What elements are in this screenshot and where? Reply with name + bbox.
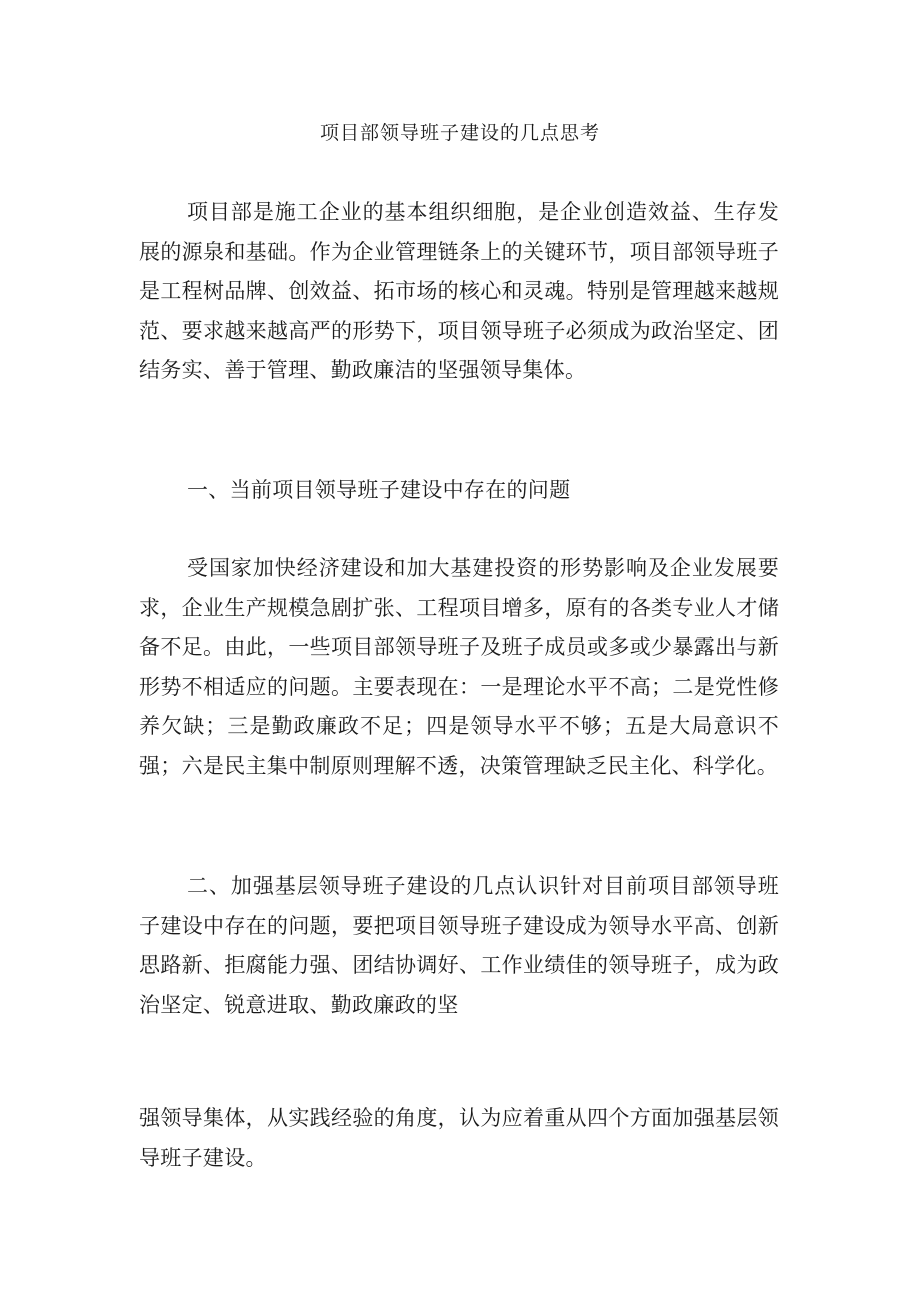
section-1-paragraph: 受国家加快经济建设和加大基建投资的形势影响及企业发展要求，企业生产规模急剧扩张、工程项目增多，原有的各类专业人才储备不足。由此，一些项目部领导班子及班子成员或多或少暴露出与新形势不相适应的问题。主要表现在：一是理论水平不高；二是党性修养欠缺；三是勤政廉政不足；四是领导水平不够；五是大局意识不强；六是民主集中制原则理解不透，决策管理缺乏民主化、科学化。 [139,556,779,778]
page-title: 项目部领导班子建设的几点思考 [319,122,600,144]
section-1-heading: 一、当前项目领导班子建设中存在的问题 [187,478,571,502]
section-2-continuation: 强领导集体，从实践经验的角度，认为应着重从四个方面加强基层领导班子建设。 [139,1106,779,1170]
section-2-paragraph: 二、加强基层领导班子建设的几点认识针对目前项目部领导班子建设中存在的问题，要把项目领导班子建设成为领导水平高、创新思路新、拒腐能力强、团结协调好、工作业绩佳的领导班子，成为政治坚定、锐意进取、勤政廉政的坚 [139,874,779,1017]
intro-paragraph: 项目部是施工企业的基本组织细胞，是企业创造效益、生存发展的源泉和基础。作为企业管理链条上的关键环节，项目部领导班子是工程树品牌、创效益、拓市场的核心和灵魂。特别是管理越来越规范、要求越来越高严的形势下，项目领导班子必须成为政治坚定、团结务实、善于管理、勤政廉洁的坚强领导集体。 [139,200,779,382]
